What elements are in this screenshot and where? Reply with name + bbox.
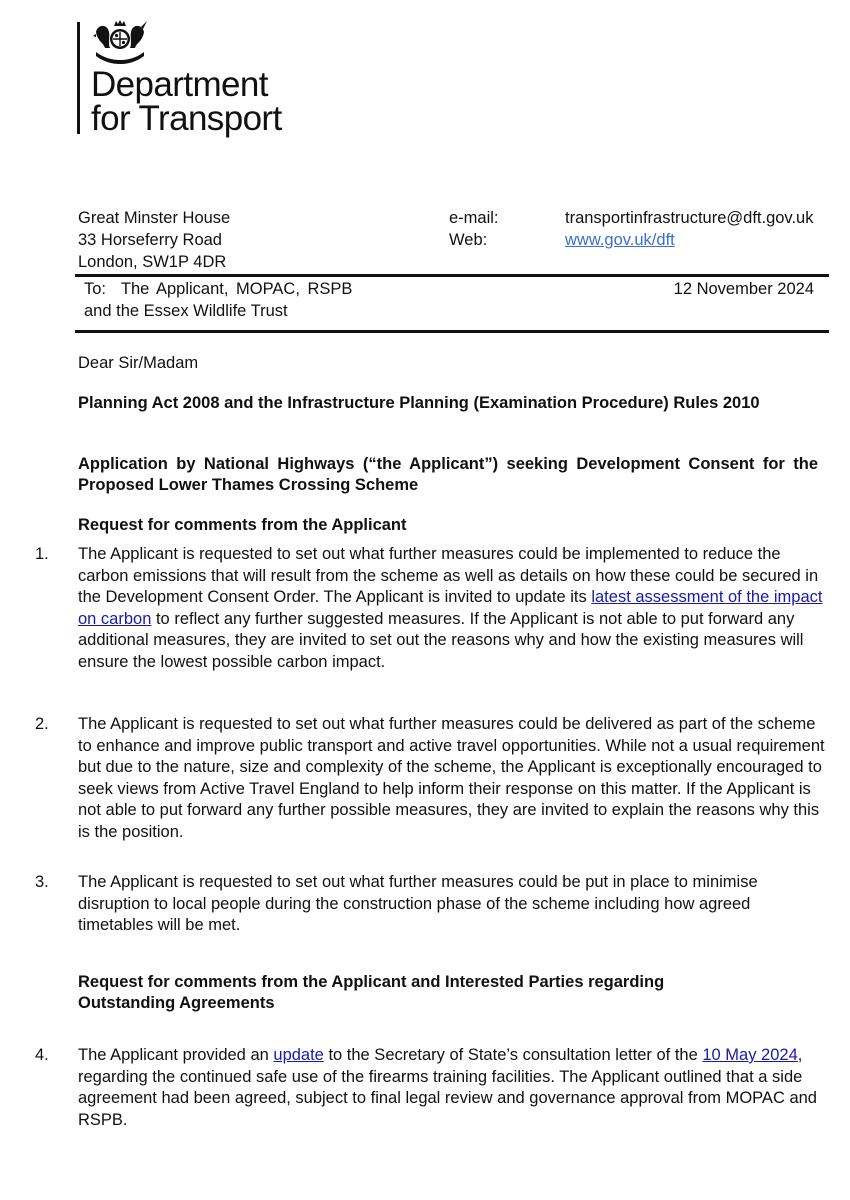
web-label: Web: <box>449 231 488 249</box>
contact-labels <box>449 207 499 251</box>
item-text-part: to the Secretary of State’s consultation letter of the <box>323 1046 703 1064</box>
recipients <box>84 278 352 322</box>
email-label: e-mail: <box>449 209 499 227</box>
logo-divider-bar <box>77 22 80 134</box>
item-text: The Applicant is requested to set out what further measures could be delivered as part of the scheme to enhance and improve public transport and active travel opportunities. While not a usual requirement but due to the nature, size and complexity of the scheme, the Applicant is exceptionally encouraged to seek views from Active Travel England to help inform their response on this matter. If the Applicant is not able to put forward any further possible measures, they are invited to explain the reasons why this is the position. <box>78 715 825 841</box>
item-text: The Applicant is requested to set out what further measures could be put in place to minimise disruption to local people during the construction phase of the scheme including how agreed timetables will be met. <box>78 873 758 934</box>
item-number: 4. <box>35 1046 49 1064</box>
numbered-item-3 <box>35 872 825 937</box>
logo-line-for-transport: for Transport <box>91 99 282 138</box>
heading-application: Application by National Highways (“the Applicant”) seeking Development Consent for the Proposed Lower Thames Crossing Scheme <box>78 455 818 494</box>
recipients-line: To: The Applicant, MOPAC, RSPB <box>84 280 353 298</box>
department-logo-text <box>91 65 282 138</box>
heading-outstanding-agreements: Request for comments from the Applicant and Interested Parties regarding Outstanding Agreements <box>78 973 665 1012</box>
salutation: Dear Sir/Madam <box>78 354 199 372</box>
address-line: 33 Horseferry Road <box>78 231 222 249</box>
logo-line-department: Department <box>91 65 268 104</box>
contact-values <box>565 207 813 251</box>
item-text-part: The Applicant is requested to set out what further measures could be implemented to reduce the carbon emissions that will result from the scheme as well as details on how these could be secured in the Development Consent Order. The Applicant is invited to update its <box>78 545 819 606</box>
consultation-letter-date-link[interactable]: 10 May 2024 <box>702 1046 798 1064</box>
header-rule-bottom <box>75 330 829 333</box>
item-text <box>78 544 825 673</box>
update-link[interactable]: update <box>273 1046 324 1064</box>
carbon-assessment-link[interactable]: latest assessment of the impact on carbon <box>78 588 823 628</box>
web-link[interactable]: www.gov.uk/dft <box>565 231 675 249</box>
email-address: transportinfrastructure@dft.gov.uk <box>565 209 814 227</box>
numbered-item-1 <box>35 544 825 673</box>
address-line: Great Minster House <box>78 209 231 227</box>
heading-request-applicant: Request for comments from the Applicant <box>78 516 407 534</box>
item-number: 2. <box>35 715 49 733</box>
item-text-part: The Applicant provided an <box>78 1046 274 1064</box>
item-number: 1. <box>35 545 49 563</box>
item-text <box>78 1045 825 1131</box>
address-line: London, SW1P 4DR <box>78 253 227 271</box>
header-rule-top <box>75 274 829 277</box>
item-number: 3. <box>35 873 49 891</box>
item-text-part: to reflect any further suggested measures. If the Applicant is not able to put forward any additional measures, they are invited to set out the reasons why and how the existing measures will ensure the lowest possible carbon impact. <box>78 609 804 671</box>
recipients-line: and the Essex Wildlife Trust <box>84 302 288 320</box>
letter-date: 12 November 2024 <box>673 280 814 298</box>
numbered-item-4 <box>35 1045 825 1131</box>
numbered-item-2 <box>35 714 825 843</box>
heading-planning-act: Planning Act 2008 and the Infrastructure Planning (Examination Procedure) Rules 2010 <box>78 394 760 412</box>
royal-coat-of-arms-icon <box>90 18 150 68</box>
sender-address <box>78 207 230 273</box>
item-text-part: , regarding the continued safe use of the firearms training facilities. The Applicant outlined that a side agreement had been agreed, subject to final legal review and governance approval from MOPAC and RSPB. <box>78 1046 817 1129</box>
